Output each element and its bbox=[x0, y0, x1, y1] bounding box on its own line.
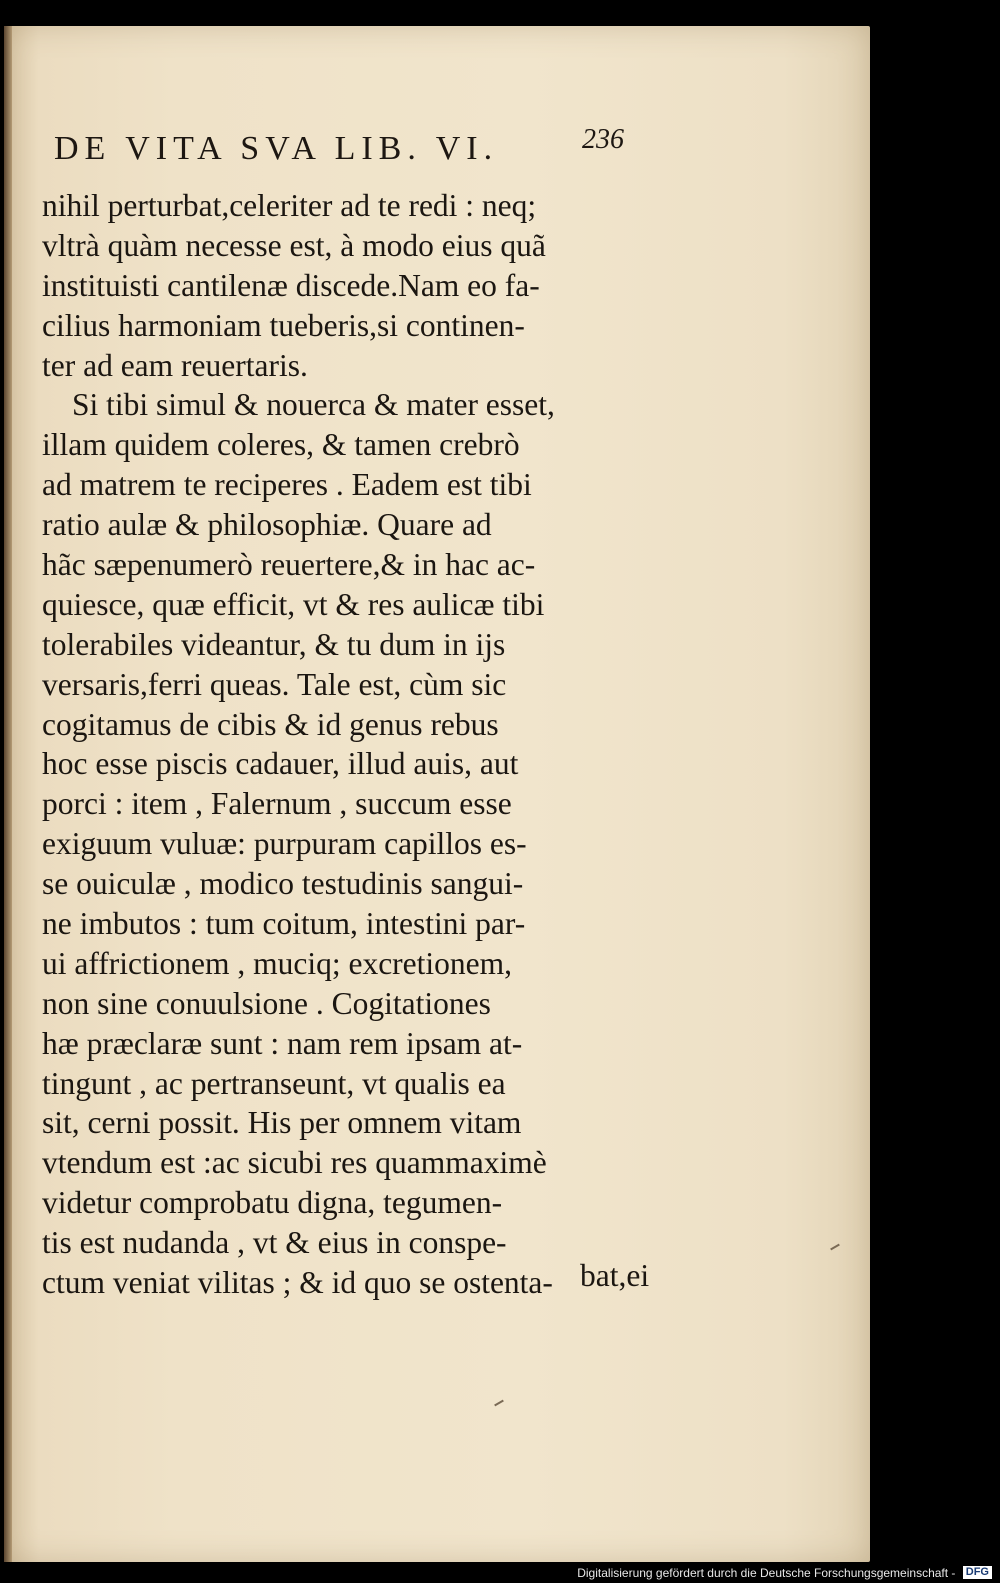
paper-speck bbox=[494, 1400, 504, 1407]
text-line: exiguum vuluæ: purpuram capillos es- bbox=[42, 826, 527, 862]
text-line: instituisti cantilenæ discede.Nam eo fa- bbox=[42, 267, 540, 303]
body-text bbox=[42, 186, 652, 1303]
digitization-credit bbox=[577, 1566, 992, 1580]
text-line: tolerabiles videantur, & tu dum in ijs bbox=[42, 626, 506, 662]
text-line: ne imbutos : tum coitum, intestini par- bbox=[42, 906, 526, 942]
text-line: porci : item , Falernum , succum esse bbox=[42, 786, 512, 822]
text-line: ad matrem te reciperes . Eadem est tibi bbox=[42, 467, 532, 503]
paper-speck bbox=[830, 1244, 840, 1251]
credit-text: Digitalisierung gefördert durch die Deutsche Forschungsgemeinschaft - bbox=[577, 1566, 956, 1580]
text-line: cogitamus de cibis & id genus rebus bbox=[42, 706, 499, 742]
catchword: bat,ei bbox=[580, 1258, 650, 1293]
book-page bbox=[4, 26, 870, 1562]
text-line: vltrà quàm necesse est, à modo eius quã bbox=[42, 227, 546, 263]
text-line: sit, cerni possit. His per omnem vitam bbox=[42, 1105, 522, 1141]
text-line: ter ad eam reuertaris. bbox=[42, 347, 308, 383]
text-line: se ouiculæ , modico testudinis sangui- bbox=[42, 866, 524, 902]
text-line: versaris,ferri queas. Tale est, cùm sic bbox=[42, 666, 507, 702]
text-line: illam quidem coleres, & tamen crebrò bbox=[42, 427, 520, 463]
text-line: Si tibi simul & nouerca & mater esset, bbox=[72, 387, 555, 423]
text-line: hãc sæpenumerò reuertere,& in hac ac- bbox=[42, 547, 536, 583]
text-line: vtendum est :ac sicubi res quammaximè bbox=[42, 1145, 547, 1181]
text-line: non sine conuulsione . Cogitationes bbox=[42, 985, 491, 1021]
binding-edge bbox=[4, 26, 12, 1562]
text-line: ctum veniat vilitas ; & id quo se ostenta- bbox=[42, 1265, 553, 1301]
page-number: 236 bbox=[582, 124, 624, 155]
text-line: ui affrictionem , muciq; excretionem, bbox=[42, 945, 513, 981]
text-line: videtur comprobatu digna, tegumen- bbox=[42, 1185, 503, 1221]
dfg-logo: DFG bbox=[963, 1566, 992, 1579]
text-line: tis est nudanda , vt & eius in conspe- bbox=[42, 1225, 507, 1261]
text-line: hæ præclaræ sunt : nam rem ipsam at- bbox=[42, 1025, 523, 1061]
page-header bbox=[54, 124, 624, 174]
text-line: ratio aulæ & philosophiæ. Quare ad bbox=[42, 507, 492, 543]
text-line: nihil perturbat,celeriter ad te redi : neq; bbox=[42, 188, 537, 223]
running-title: DE VITA SVA LIB. VI. bbox=[54, 130, 499, 167]
text-line: hoc esse piscis cadauer, illud auis, aut bbox=[42, 746, 519, 782]
text-line: cilius harmoniam tueberis,si continen- bbox=[42, 307, 525, 343]
text-line: tingunt , ac pertranseunt, vt qualis ea bbox=[42, 1065, 506, 1101]
text-line: quiesce, quæ efficit, vt & res aulicæ tibi bbox=[42, 586, 545, 622]
